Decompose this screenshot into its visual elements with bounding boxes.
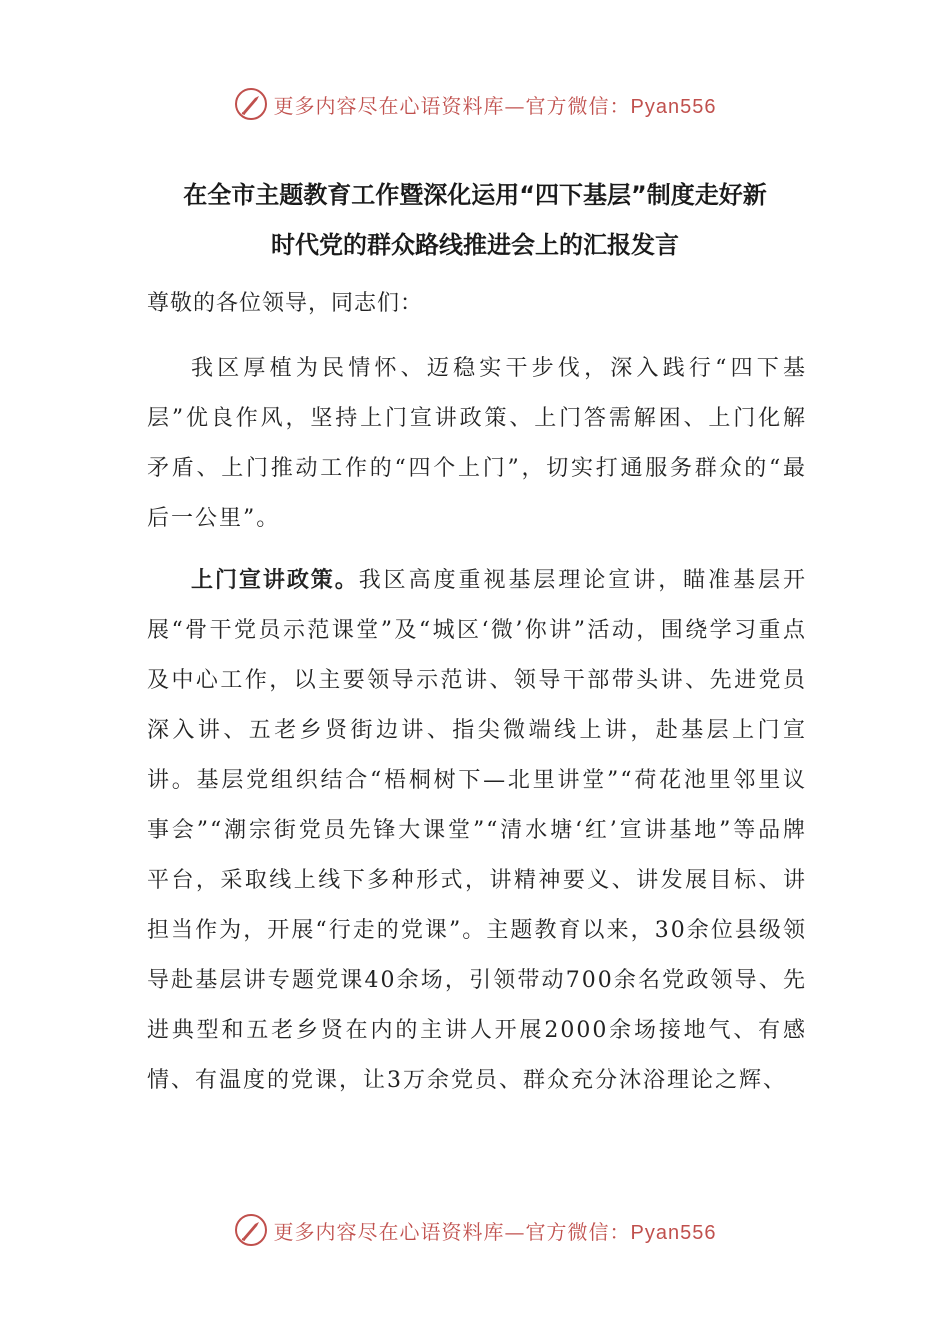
watermark-text: 更多内容尽在心语资料库—官方微信：Pyan556 bbox=[273, 1219, 717, 1244]
paragraph-intro: 我区厚植为民情怀、迈稳实干步伐，深入践行“四下基层”优良作风，坚持上门宣讲政策、上门答需解困、上门化解矛盾、上门推动工作的“四个上门”，切实打通服务群众的“最后一公里”。 bbox=[147, 356, 807, 531]
watermark-text: 更多内容尽在心语资料库—官方微信：Pyan556 bbox=[273, 93, 717, 118]
pen-nib-logo-icon bbox=[234, 1213, 268, 1247]
watermark-banner-bottom bbox=[0, 1210, 950, 1250]
pen-nib-logo-icon bbox=[234, 87, 268, 121]
paragraph-body: 我区高度重视基层理论宣讲，瞄准基层开展“骨干党员示范课堂”及“城区‘微’你讲”活动，围绕学习重点及中心工作，以主要领导示范讲、领导干部带头讲、先进党员深入讲、五老乡贤街边讲、指尖微端线上讲，赴基层上门宣讲。基层党组织结合“梧桐树下—北里讲堂”“荷花池里邻里议事会”“潮宗街党员先锋大课堂”“清水塘‘红’宣讲基地”等品牌平台，采取线上线下多种形式，讲精神要义、讲发展目标、讲担当作为，开展“行走的党课”。主题教育以来，30余位县级领导赴基层讲专题党课40余场，引领带动700余名党政领导、先进典型和五老乡贤在内的主讲人开展2000余场接地气、有感情、有温度的党课，让3万余党员、群众充分沐浴理论之辉、 bbox=[147, 568, 807, 1093]
document-title-line1: 在全市主题教育工作暨深化运用“四下基层”制度走好新 bbox=[183, 181, 767, 209]
paragraph-policy-outreach bbox=[147, 556, 807, 1106]
greeting: 尊敬的各位领导，同志们： bbox=[147, 291, 424, 316]
paragraph-lead-heading: 上门宣讲政策。 bbox=[191, 568, 359, 593]
watermark-banner-top bbox=[0, 84, 950, 124]
document-title-line2: 时代党的群众路线推进会上的汇报发言 bbox=[271, 231, 679, 259]
